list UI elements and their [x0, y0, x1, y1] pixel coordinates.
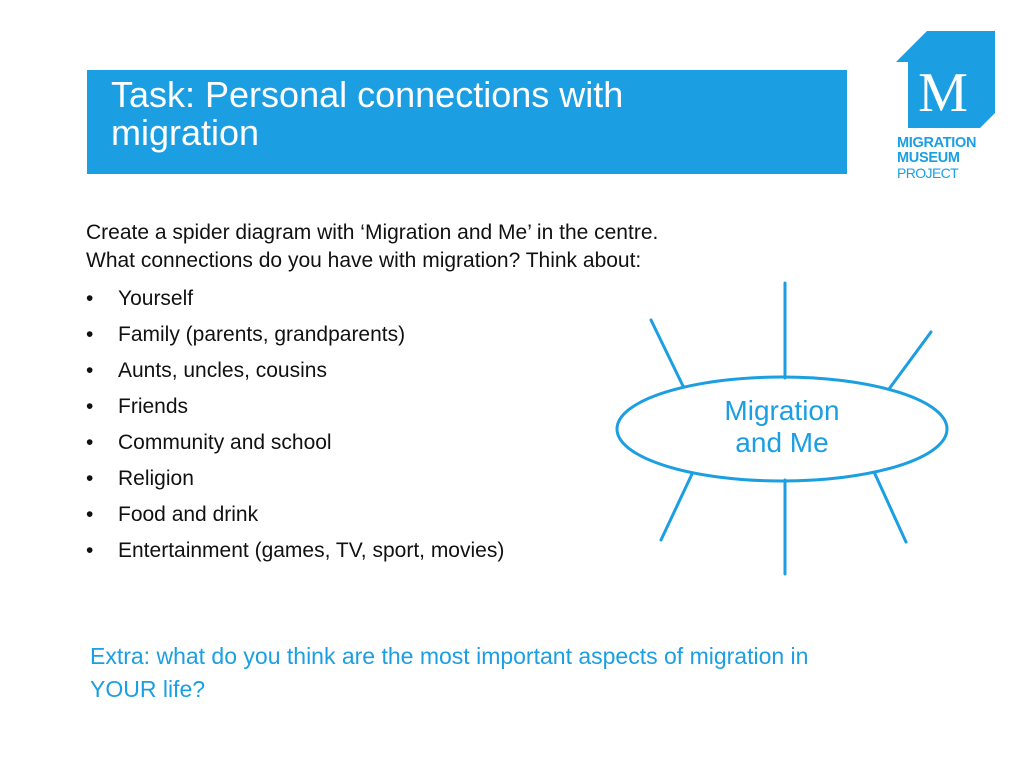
center-label-line-1: Migration: [724, 395, 840, 426]
spider-leg-bottom-right: [875, 474, 906, 542]
logo-mark: M: [918, 62, 968, 124]
center-label-line-2: and Me: [735, 427, 829, 458]
list-item: [86, 317, 676, 353]
extra-question: Extra: what do you think are the most important aspects of migration in YOUR life?: [90, 643, 809, 702]
list-item: [86, 533, 676, 569]
spider-leg-top-right: [889, 332, 931, 389]
bullet-icon: •: [86, 539, 94, 562]
list-item: [86, 389, 676, 425]
list-item-text: Entertainment (games, TV, sport, movies): [118, 539, 505, 562]
list-item: [86, 497, 676, 533]
list-item: [86, 425, 676, 461]
bullet-icon: •: [86, 395, 94, 418]
list-item: [86, 353, 676, 389]
list-item-text: Aunts, uncles, cousins: [118, 359, 327, 382]
bullet-icon: •: [86, 467, 94, 490]
list-item: [86, 461, 676, 497]
page-title: Task: Personal connections with migration: [111, 74, 624, 153]
list-item-text: Religion: [118, 467, 194, 490]
spider-leg-bottom-left: [661, 474, 692, 540]
list-item-text: Yourself: [118, 287, 194, 310]
logo-line-3: PROJECT: [897, 165, 959, 181]
diagram-center-label: [682, 395, 882, 459]
bullet-icon: •: [86, 359, 94, 382]
task-content: [86, 219, 676, 569]
logo-text: [897, 136, 1007, 181]
list-item-text: Friends: [118, 395, 189, 418]
bullet-icon: •: [86, 503, 94, 526]
task-intro: Create a spider diagram with ‘Migration and Me’ in the centre. What connections do you have with migration? Think about:: [86, 221, 659, 272]
logo-line-1: MIGRATION: [897, 135, 977, 151]
bullet-icon: •: [86, 323, 94, 346]
logo-line-2: MUSEUM: [897, 150, 960, 166]
bullet-icon: •: [86, 431, 94, 454]
list-item-text: Food and drink: [118, 503, 259, 526]
title-banner: [87, 70, 847, 174]
list-item-text: Community and school: [118, 431, 332, 454]
list-item-text: Family (parents, grandparents): [118, 323, 406, 346]
topic-list: [86, 281, 676, 569]
bullet-icon: •: [86, 287, 94, 310]
spider-leg-top-left: [651, 320, 683, 386]
list-item: [86, 281, 676, 317]
